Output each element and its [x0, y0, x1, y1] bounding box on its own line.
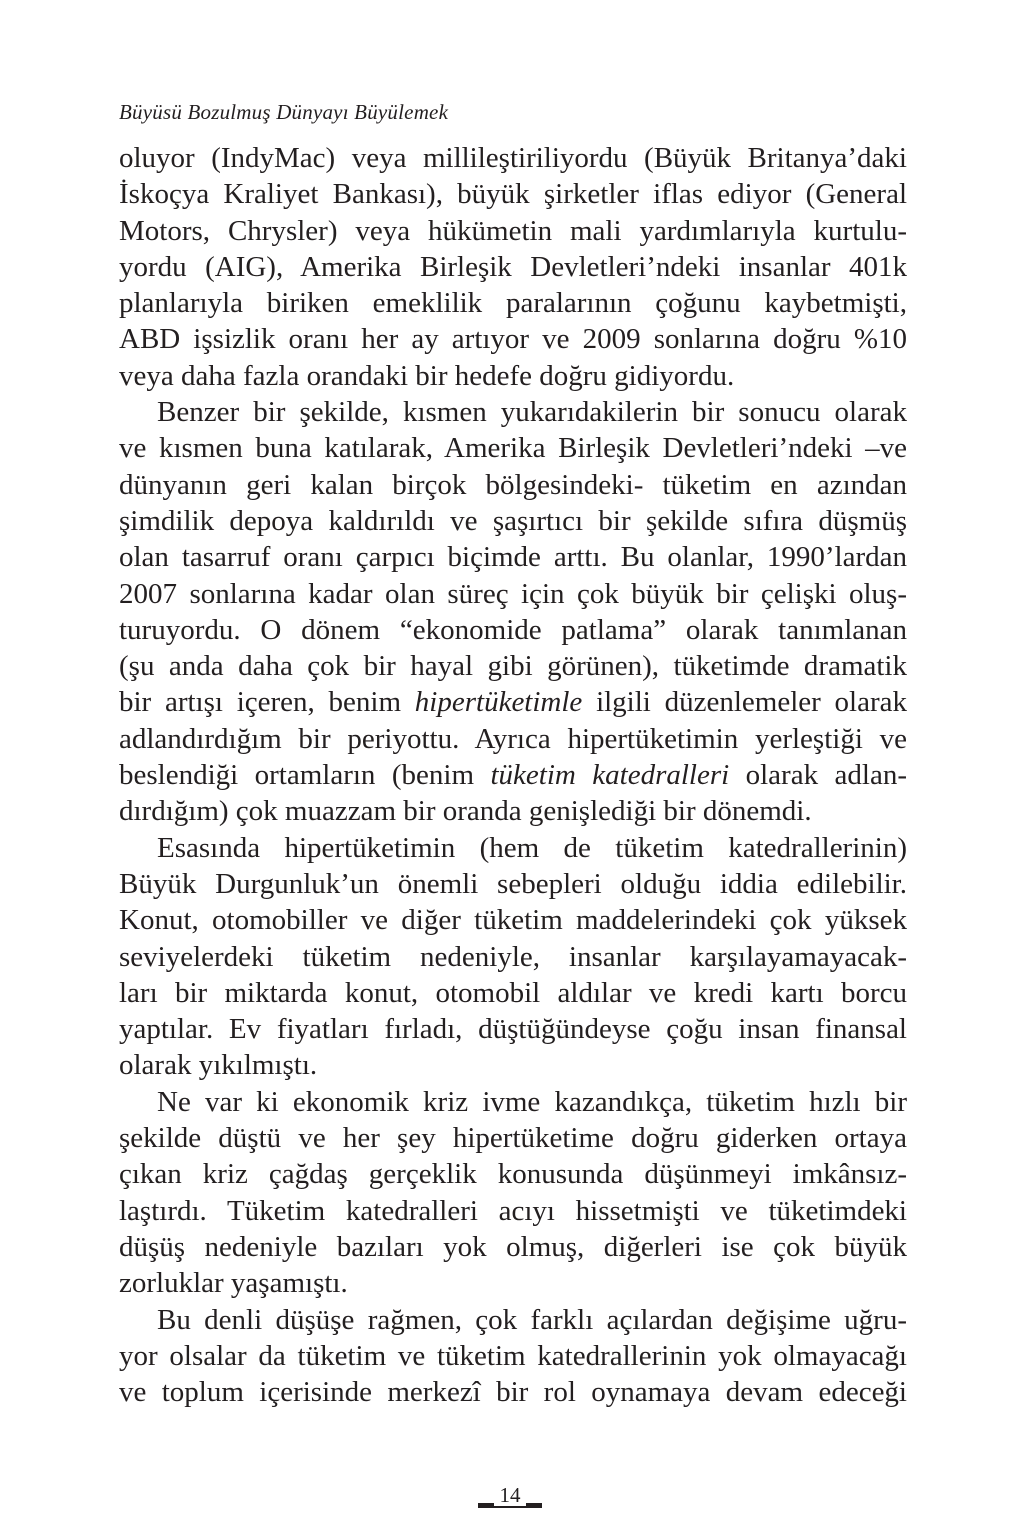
page-number: 14: [499, 1483, 521, 1507]
text-line: adlandırdığım bir periyottu. Ayrıca hipertüketimin yerleştiği ve: [119, 722, 907, 755]
text-line: düşüş nedeniyle bazıları yok olmuş, diğerleri ise çok büyük: [119, 1230, 907, 1263]
text-line: şekilde düştü ve her şey hipertüketime doğru giderken ortaya: [119, 1122, 907, 1155]
text-line: Benzer bir şekilde, kısmen yukarıdakilerin bir sonucu olarak: [157, 396, 907, 429]
text-line: ları bir miktarda konut, otomobil aldılar ve kredi kartı borcu: [119, 976, 907, 1009]
text-line: [119, 757, 907, 793]
text-line: ve kısmen buna katılarak, Amerika Birleşik Devletleri’ndeki –ve: [119, 432, 907, 465]
text-line: dünyanın geri kalan birçok bölgesindeki- tüketim en azından: [119, 468, 907, 501]
text-line: yaptılar. Ev fiyatları fırladı, düştüğündeyse çoğu insan finansal: [119, 1013, 907, 1046]
text-line: seviyelerdeki tüketim nedeniyle, insanlar karşılayamayacak-: [119, 940, 907, 973]
text-line: veya daha fazla orandaki bir hedefe doğru gidiyordu.: [119, 359, 735, 392]
text-line: olarak yıkılmıştı.: [119, 1049, 318, 1082]
text-segment: olarak adlan-: [729, 759, 907, 792]
text-segment: ilgili düzenlemeler olarak: [582, 686, 908, 719]
text-line: [119, 684, 907, 720]
text-line: ABD işsizlik oranı her ay artıyor ve 2009 sonlarına doğru %10: [119, 323, 907, 356]
text-line: zorluklar yaşamıştı.: [119, 1267, 348, 1300]
text-line: 2007 sonlarına kadar olan süreç için çok büyük bir çelişki oluş-: [119, 577, 907, 610]
text-line: yordu (AIG), Amerika Birleşik Devletleri’ndeki insanlar 401k: [119, 250, 907, 283]
text-line: dırdığım) çok muazzam bir oranda genişlediği bir dönemdi.: [119, 795, 812, 828]
text-line: Konut, otomobiller ve diğer tüketim maddelerindeki çok yüksek: [119, 904, 907, 937]
text-line: planlarıyla biriken emeklilik paralarının çoğunu kaybetmişti,: [119, 287, 907, 320]
text-line: laştırdı. Tüketim katedralleri acıyı hissetmişti ve tüketimdeki: [119, 1194, 907, 1227]
text-line: (şu anda daha çok bir hayal gibi görünen), tüketimde dramatik: [119, 650, 907, 683]
text-line: yor olsalar da tüketim ve tüketim katedrallerinin yok olmayacağı: [119, 1339, 907, 1372]
text-line: İskoçya Kraliyet Bankası), büyük şirketler iflas ediyor (General: [119, 178, 907, 211]
text-line: şimdilik depoya kaldırıldı ve şaşırtıcı bir şekilde sıfıra düşmüş: [119, 504, 907, 537]
text-line: ve toplum içerisinde merkezî bir rol oynamaya devam edeceği: [119, 1376, 907, 1409]
text-line: oluyor (IndyMac) veya millileştiriliyordu (Büyük Britanya’daki: [119, 142, 907, 174]
italic-term: hipertüketimle: [414, 686, 583, 719]
italic-term: tüketim katedralleri: [490, 759, 730, 792]
text-line: Motors, Chrysler) veya hükümetin mali yardımlarıyla kurtulu-: [119, 214, 907, 247]
text-segment: beslendiği ortamların (benim: [119, 759, 491, 792]
text-line: Ne var ki ekonomik kriz ivme kazandıkça, tüketim hızlı bir: [157, 1085, 907, 1118]
text-line: Esasında hipertüketimin (hem de tüketim katedrallerinin): [157, 831, 907, 864]
text-segment: bir artışı içeren, benim: [119, 686, 415, 719]
running-head: Büyüsü Bozulmuş Dünyayı Büyülemek: [119, 100, 449, 124]
text-line: çıkan kriz çağdaş gerçeklik konusunda düşünmeyi imkânsız-: [119, 1158, 907, 1191]
text-line: Büyük Durgunluk’un önemli sebepleri olduğu iddia edilebilir.: [119, 867, 907, 900]
page-folio: [470, 1483, 550, 1512]
body-text: [119, 140, 907, 1410]
text-line: turuyordu. O dönem “ekonomide patlama” olarak tanımlanan: [119, 613, 907, 646]
text-line: olan tasarruf oranı çarpıcı biçimde arttı. Bu olanlar, 1990’lardan: [119, 541, 907, 574]
text-line: Bu denli düşüşe rağmen, çok farklı açılardan değişime uğru-: [157, 1303, 907, 1336]
